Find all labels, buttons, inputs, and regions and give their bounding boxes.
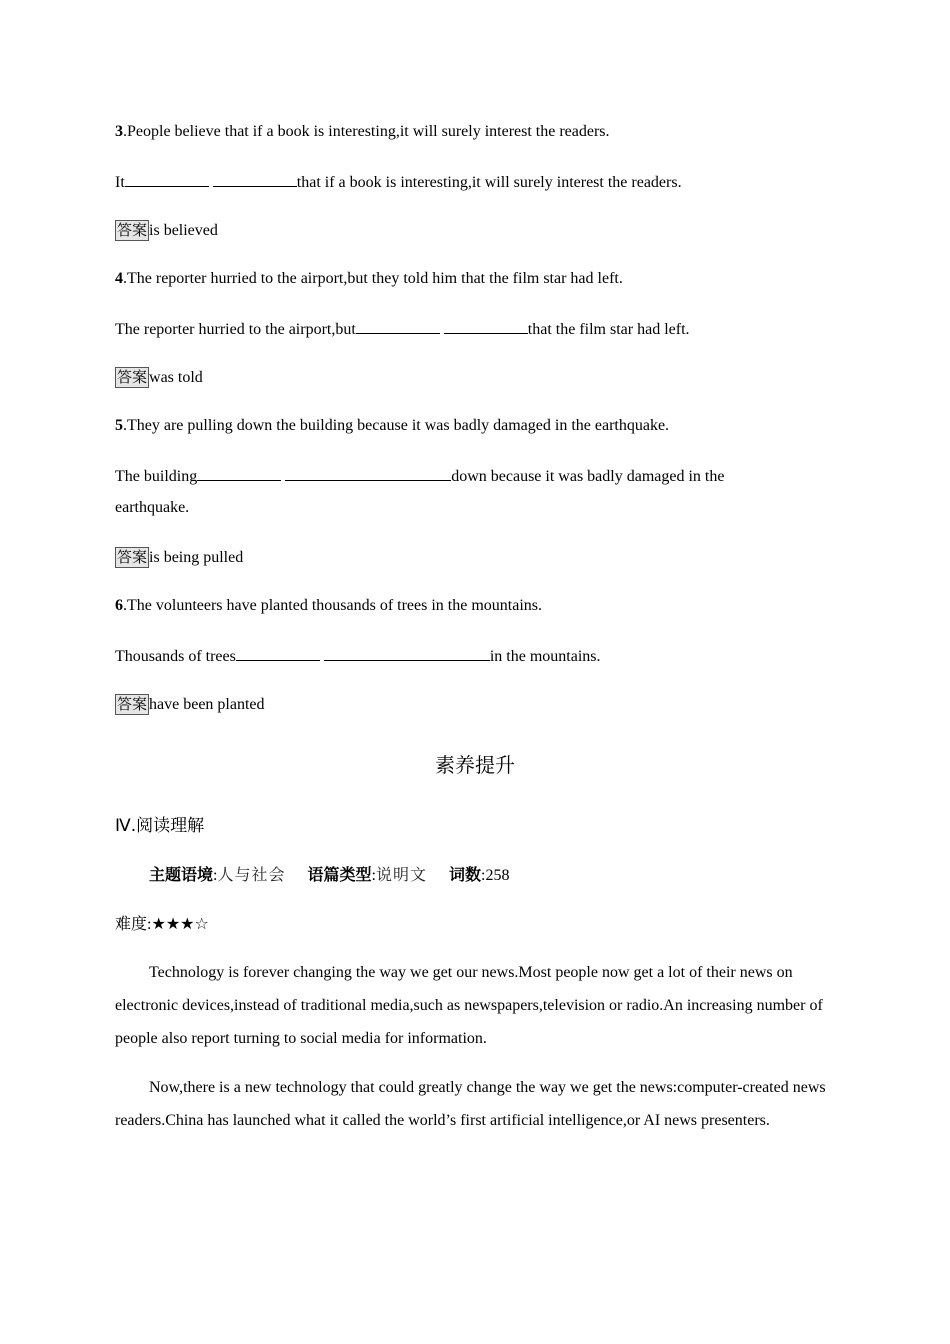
theme-label: 主题语境: [149, 865, 214, 884]
rewrite-end: down because it was badly damaged in the: [451, 468, 725, 485]
paragraph-2: Now,there is a new technology that could greatly change the way we get the news:computer-created news readers.China has launched what it called the world’s first artificial intelligence,or AI news presenters.: [115, 1079, 826, 1129]
question-number: 6: [115, 597, 123, 614]
blank-2[interactable]: [285, 465, 451, 481]
rewrite-5-cont: [115, 498, 189, 518]
words-value: 258: [485, 867, 510, 884]
paragraph-1: Technology is forever changing the way we get our news.Most people now get a lot of their news on electronic devices,instead of traditional media,such as newspapers,television or radio.An increasing number of people also report turning to social media for information.: [115, 964, 823, 1047]
question-3: [115, 122, 610, 142]
question-text: .They are pulling down the building because it was badly damaged in the earthquake.: [123, 417, 670, 434]
rewrite-5: [115, 465, 724, 487]
answer-badge: 答案: [117, 695, 148, 713]
type-label: 语篇类型: [307, 865, 372, 884]
rewrite-continuation: earthquake.: [115, 499, 190, 516]
question-number: 5: [115, 417, 123, 434]
blank-1[interactable]: [125, 171, 209, 187]
rewrite-start: It: [115, 174, 125, 191]
question-number: 3: [115, 123, 123, 140]
answer-badge: 答案: [117, 548, 148, 566]
answer-5: [115, 547, 243, 568]
answer-4: [115, 367, 203, 388]
question-text: .People believe that if a book is interesting,it will surely interest the readers.: [123, 123, 610, 140]
blank-1[interactable]: [236, 645, 320, 661]
passage-meta: 主题语境:人与社会 语篇类型:说明文 词数:258: [149, 865, 510, 884]
blank-2[interactable]: [324, 645, 490, 661]
question-6: [115, 596, 542, 616]
rewrite-end: in the mountains.: [489, 648, 601, 665]
blank-2[interactable]: [213, 171, 297, 187]
answer-text: is believed: [149, 222, 218, 239]
difficulty: 难度:★★★☆: [115, 914, 209, 933]
rewrite-start: The building: [115, 468, 198, 485]
answer-3: [115, 220, 218, 241]
difficulty-stars: ★★★☆: [151, 914, 209, 933]
rewrite-end: that if a book is interesting,it will surely interest the readers.: [296, 174, 682, 191]
question-text: .The volunteers have planted thousands of trees in the mountains.: [123, 597, 543, 614]
answer-text: was told: [149, 369, 203, 386]
answer-badge: 答案: [117, 368, 148, 386]
rewrite-start: Thousands of trees: [115, 648, 236, 665]
answer-text: have been planted: [149, 696, 265, 713]
blank-1[interactable]: [197, 465, 281, 481]
difficulty-label: 难度: [115, 914, 148, 933]
part-heading: Ⅳ.阅读理解: [115, 816, 205, 836]
answer-6: [115, 694, 265, 715]
question-text: .The reporter hurried to the airport,but they told him that the film star had left.: [123, 270, 623, 287]
question-4: [115, 269, 623, 289]
question-number: 4: [115, 270, 123, 287]
type-value: 说明文: [375, 865, 427, 884]
rewrite-6: [115, 645, 601, 667]
rewrite-3: [115, 171, 682, 193]
blank-1[interactable]: [356, 318, 440, 334]
theme-value: 人与社会: [217, 865, 286, 884]
rewrite-end: that the film star had left.: [527, 321, 690, 338]
words-label: 词数: [448, 865, 481, 884]
blank-2[interactable]: [444, 318, 528, 334]
question-5: [115, 416, 669, 436]
answer-text: is being pulled: [149, 549, 244, 566]
section-title: 素养提升: [435, 753, 515, 777]
rewrite-start: The reporter hurried to the airport,but: [115, 321, 356, 338]
answer-badge: 答案: [117, 221, 148, 239]
rewrite-4: [115, 318, 690, 340]
